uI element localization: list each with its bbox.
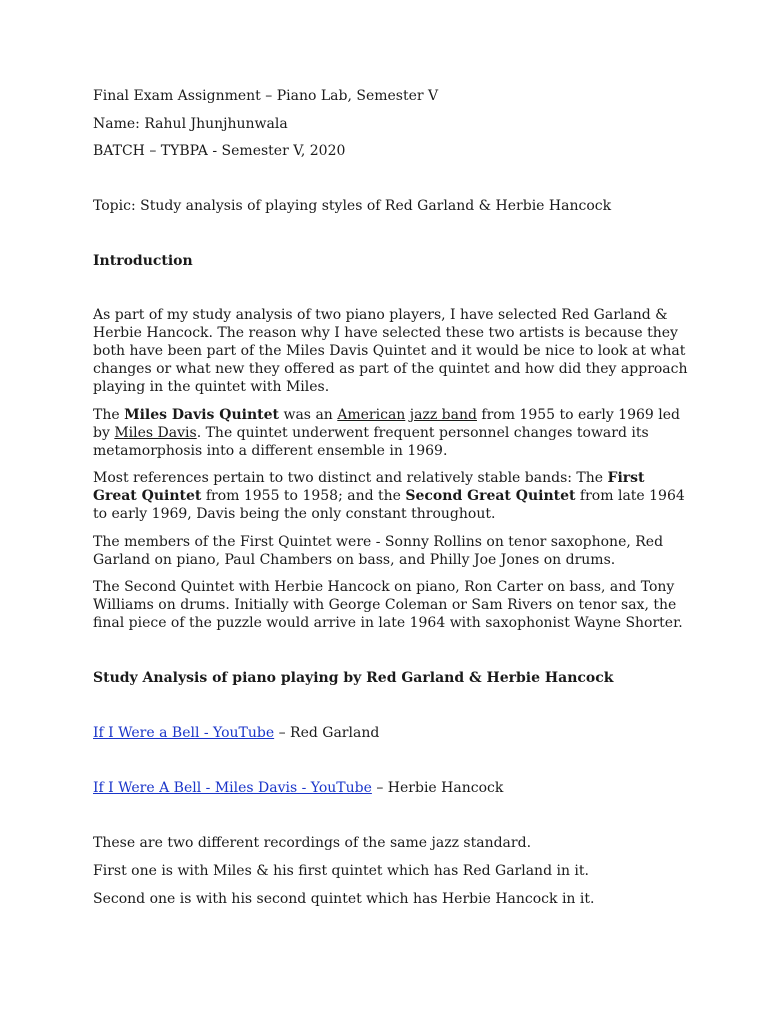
para3-text-3: from late 1964 to early 1969, Davis being the only constant throughout. — [93, 488, 685, 522]
second-great-quintet-bold: Second Great Quintet — [405, 488, 576, 504]
para2-text-4: from 1955 to early 1969 led by — [93, 407, 680, 441]
analysis-line-3: Second one is with his second quintet which has Herbie Hancock in it. — [93, 891, 595, 907]
herbie-hancock-label: – Herbie Hancock — [371, 780, 504, 796]
para3-text-1: Most references pertain to two distinct and relatively stable bands: The — [93, 470, 608, 486]
intro-paragraph-1: As part of my study analysis of two piano players, I have selected Red Garland & Herbie Hancock. The reason why I have selected these two artists is because they both have been part of the Miles Davis Quintet and it would be nice to look at what changes or what new they offered as part of the quintet and how did they approach playing in the quintet with Miles. — [93, 307, 688, 395]
analysis-line-1: These are two different recordings of the same jazz standard. — [93, 835, 532, 851]
red-garland-label: – Red Garland — [274, 725, 380, 741]
miles-davis-link[interactable]: Miles Davis — [114, 425, 197, 441]
if-i-were-a-bell-youtube-link[interactable]: If I Were a Bell - YouTube — [93, 725, 275, 741]
intro-paragraph-3 — [93, 469, 693, 523]
first-great-quintet-bold: First Great Quintet — [93, 470, 645, 504]
miles-davis-quintet-bold: Miles Davis Quintet — [124, 407, 280, 423]
intro-paragraph-5: The Second Quintet with Herbie Hancock on piano, Ron Carter on bass, and Tony Williams on drums. Initially with George Coleman or Sam Rivers on tenor sax, the final piece of the puzzle would arrive in late 1964 with saxophonist Wayne Shorter. — [93, 579, 683, 631]
if-i-were-a-bell-miles-davis-youtube-link[interactable]: If I Were A Bell - Miles Davis - YouTube — [93, 780, 372, 796]
intro-paragraph-2 — [93, 406, 693, 460]
para2-text-2: was an — [279, 407, 338, 423]
header-assignment-line: Final Exam Assignment – Piano Lab, Semester V — [93, 88, 439, 104]
study-analysis-heading: Study Analysis of piano playing by Red Garland & Herbie Hancock — [93, 670, 614, 686]
recording-link-line-2 — [93, 779, 503, 797]
para2-text-1: The — [93, 407, 125, 423]
intro-paragraph-4: The members of the First Quintet were - Sonny Rollins on tenor saxophone, Red Garland on piano, Paul Chambers on bass, and Philly Joe Jones on drums. — [93, 534, 664, 568]
analysis-line-2: First one is with Miles & his first quintet which has Red Garland in it. — [93, 863, 589, 879]
para3-text-2: from 1955 to 1958; and the — [201, 488, 406, 504]
introduction-heading: Introduction — [93, 253, 193, 269]
header-name-line: Name: Rahul Jhunjhunwala — [93, 116, 288, 132]
topic-line: Topic: Study analysis of playing styles of Red Garland & Herbie Hancock — [93, 198, 612, 214]
recording-link-line-1 — [93, 724, 379, 742]
para2-text-5: . The quintet underwent frequent personnel changes toward its metamorphosis into a different ensemble in 1969. — [93, 425, 649, 459]
jazz-band-link[interactable]: jazz band — [409, 407, 477, 423]
american-link[interactable]: American — [337, 407, 406, 423]
header-batch-line: BATCH – TYBPA - Semester V, 2020 — [93, 143, 346, 159]
